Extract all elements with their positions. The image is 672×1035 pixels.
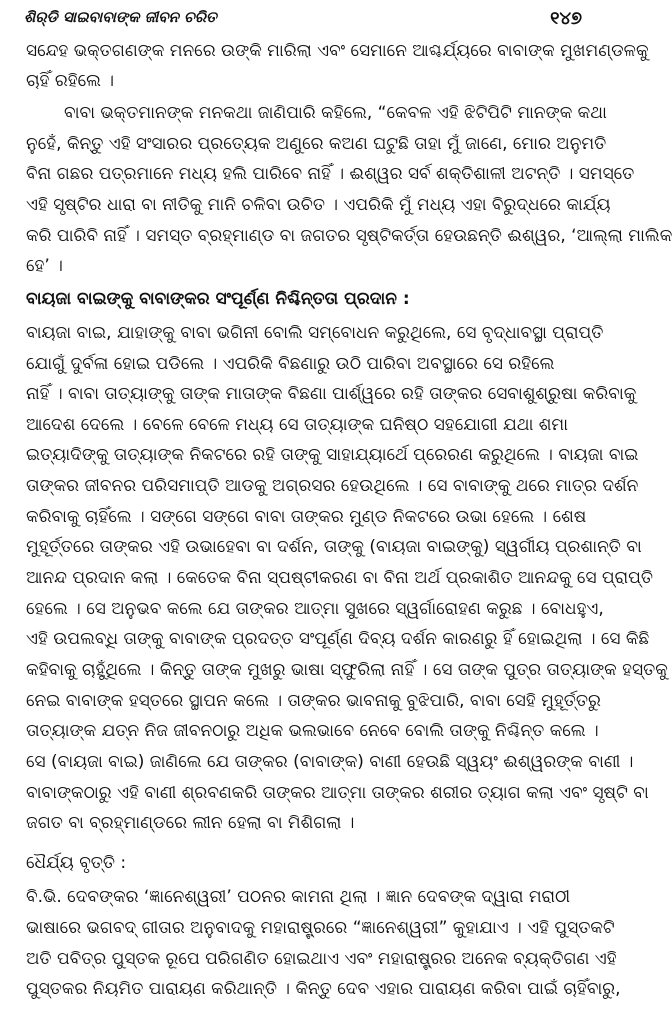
text-line: କହିବାକୁ ଚାହୁଁଥିଲେ । କିନ୍ତୁ ତାଙ୍କ ମୁଖରୁ ଭାଷା ସ୍ଫୁରିଲା ନାହିଁ । ସେ ତାଙ୍କ ପୁତ୍ର ତାତ୍ୟାଙ୍କ ହସ୍ତକୁ xyxy=(26,660,668,680)
page-number: ୧୪୭ xyxy=(550,8,582,29)
text-line: ଆଦେଶ ଦେଲେ । ବେଳେ ବେଳେ ମଧ୍ୟ ସେ ତାତ୍ୟାଙ୍କ ଘନିଷ୍ଠ ସହଯୋଗୀ ଯଥା ଶମା xyxy=(26,415,568,435)
text-line: ଭାଷାରେ ଭଗବଦ୍‌ ଗୀତାର ଅନୁବାଦକୁ ମହାରାଷ୍ଟ୍ରରେ “ଜ୍ଞାନେଶ୍ୱରୀ” କୁହାଯାଏ । ଏହି ପୁସ୍ତକଟି xyxy=(26,918,615,938)
text-line: ବି.ଭି. ଦେବଙ୍କର ‘ଜ୍ଞାନେଶ୍ୱରୀ’ ପଠନର କାମନା ଥିଲା । ଜ୍ଞାନ ଦେବଙ୍କ ଦ୍ୱାରା ମରାଠୀ xyxy=(26,887,571,907)
text-line: ତାତ୍ୟାଙ୍କ ଯତ୍ନ ନିଜ ଜୀବନଠାରୁ ଅଧିକ ଭଲଭାବେ ନେବେ ବୋଲି ତାଙ୍କୁ ନିଶ୍ଚିନ୍ତ କଲେ । xyxy=(26,721,599,741)
running-title: ଶିର୍‌ଡି ସାଇବାବାଙ୍କ ଜୀବନ ଚରିତ xyxy=(24,8,217,26)
text-line: ଏହି ସୃଷ୍ଟିର ଧାରା ବା ନୀତିକୁ ମାନି ଚଳିବା ଉଚିତ । ଏପରିକି ମୁଁ ମଧ୍ୟ ଏହା ବିରୁଦ୍ଧରେ କାର୍ଯ୍ୟ xyxy=(26,195,611,215)
text-line: ମୁହୂର୍ତ୍ତରେ ତାଙ୍କର ଏହି ଉଭାହେବା ବା ଦର୍ଶନ, ତାଙ୍କୁ (ବାୟଜା ବାଇଙ୍କୁ) ସ୍ୱର୍ଗୀୟ ପ୍ରଶାନ୍ତି ବା xyxy=(26,537,642,557)
text-line: ବାବା ଭକ୍ତମାନଙ୍କ ମନକଥା ଜାଣିପାରି କହିଲେ, “କେବଳ ଏହି ଝିଟିପିଟି ମାନଙ୍କ କଥା xyxy=(64,103,607,123)
text-line: ବାୟଜା ବାଇ, ଯାହାଙ୍କୁ ବାବା ଭଗିନୀ ବୋଲି ସମ୍ବୋଧନ କରୁଥିଲେ, ସେ ବୃଦ୍ଧାବସ୍ଥା ପ୍ରାପ୍ତି xyxy=(26,323,604,343)
section-heading: ବାୟଜା ବାଇଙ୍କୁ ବାବାଙ୍କର ସଂପୂର୍ଣ୍ଣ ନିଶ୍ଚିନ୍ତତା ପ୍ରଦାନ : xyxy=(26,289,410,309)
page-header xyxy=(24,8,582,34)
text-line: ନୁହେଁ, କିନ୍ତୁ ଏହି ସଂସାରର ପ୍ରତ୍ୟେକ ଅଣୁରେ କଅଣ ଘଟୁଛି ତାହା ମୁଁ ଜାଣେ, ମୋର ଅନୁମତି xyxy=(26,134,607,154)
text-line: ହେ’ । xyxy=(26,256,63,276)
text-line: ପୁସ୍ତକର ନିୟମିତ ପାରାୟଣ କରିଥାନ୍ତି । କିନ୍ତୁ ଦେବ ଏହାର ପାରାୟଣ କରିବା ପାଇଁ ଚାହିଁବାରୁ, xyxy=(26,979,621,999)
text-line: ବିନା ଗଛର ପତ୍ରମାନେ ମଧ୍ୟ ହଲି ପାରିବେ ନାହିଁ । ଈଶ୍ୱର ସର୍ବ ଶକ୍ତିଶାଳୀ ଅଟନ୍ତି । ସମସ୍ତେ xyxy=(26,164,635,184)
text-line: ଜଗତ ବା ବ୍ରହ୍ମାଣ୍ଡରେ ଲୀନ ହେଲା ବା ମିଶିଗଲା । xyxy=(26,813,355,833)
text-line: କରି ପାରିବି ନାହିଁ । ସମସ୍ତ ବ୍ରହ୍ମାଣ୍ଡ ବା ଜଗତର ସୃଷ୍ଟିକର୍ତ୍ତା ହେଉଛନ୍ତି ଈଶ୍ୱର, ‘ଆଲ୍ଲା ମାଲିକ xyxy=(26,226,672,246)
text-line: ଆନନ୍ଦ ପ୍ରଦାନ କଲା । କେତେକ ବିନା ସ୍ପଷ୍ଟୀକରଣ ବା ବିନା ଅର୍ଥ ପ୍ରକାଶିତ ଆନନ୍ଦକୁ ସେ ପ୍ରାପ୍ତି xyxy=(26,568,653,588)
text-line: ନେଇ ବାବାଙ୍କ ହସ୍ତରେ ସ୍ଥାପନ କଲେ । ତାଙ୍କର ଭାବନାକୁ ବୁଝିପାରି, ବାବା ସେହି ମୁହୂର୍ତ୍ତରୁ xyxy=(26,691,601,711)
text-line: ତାଙ୍କର ଜୀବନର ପରିସମାପ୍ତି ଆଡକୁ ଅଗ୍ରସର ହେଉଥିଲେ । ସେ ବାବାଙ୍କୁ ଥରେ ମାତ୍ର ଦର୍ଶନ xyxy=(26,476,639,496)
text-line: ସେ (ବାୟଜା ବାଇ) ଜାଣିଲେ ଯେ ତାଙ୍କର (ବାବାଙ୍କ) ବାଣୀ ହେଉଛି ସ୍ୱୟଂ ଈଶ୍ୱରଙ୍କ ବାଣୀ । xyxy=(26,752,634,772)
text-line: ଇତ୍ୟାଦିଙ୍କୁ ତାତ୍ୟାଙ୍କ ନିକଟରେ ରହି ତାଙ୍କୁ ସାହାଯ୍ୟାର୍ଥେ ପ୍ରେରଣ କରୁଥିଲେ । ବାୟଜା ବାଇ xyxy=(26,445,639,465)
text-line: ହେଲେ । ସେ ଅନୁଭବ କଲେ ଯେ ତାଙ୍କର ଆତ୍ମା ସୁଖରେ ସ୍ୱର୍ଗାରୋହଣ କରୁଛ । ବୋଧହୁଏ, xyxy=(26,599,604,619)
text-line: ଚାହିଁ ରହିଲେ । xyxy=(26,71,115,91)
text-line: ଯୋଗୁଁ ଦୁର୍ବଳା ହୋଇ ପଡିଲେ । ଏପରିକି ବିଛଣାରୁ ଉଠି ପାରିବା ଅବସ୍ଥାରେ ସେ ରହିଲେ xyxy=(26,354,555,374)
text-line: ଅତି ପବିତ୍ର ପୁସ୍ତକ ରୂପେ ପରିଗଣିତ ହୋଇଥାଏ ଏବଂ ମହାରାଷ୍ଟ୍ରର ଅନେକ ବ୍ୟକ୍ତିଗଣ ଏହି xyxy=(26,949,617,969)
text-line: ନାହିଁ । ବାବା ତାତ୍ୟାଙ୍କୁ ତାଙ୍କ ମାତାଙ୍କ ବିଛଣା ପାର୍ଶ୍ୱରେ ରହି ତାଙ୍କର ସେବାଶୁଶ୍ରୁଷା କରିବାକୁ xyxy=(26,384,637,404)
text-line: ସନ୍ଦେହ ଭକ୍ତଗଣଙ୍କ ମନରେ ଉଙ୍କି ମାରିଲା ଏବଂ ସେମାନେ ଆଶ୍ଚର୍ଯ୍ୟରେ ବାବାଙ୍କ ମୁଖମଣ୍ଡଳକୁ xyxy=(26,41,649,61)
text-line: ବାବାଙ୍କଠାରୁ ଏହି ବାଣୀ ଶ୍ରବଣକରି ତାଙ୍କର ଆତ୍ମା ତାଙ୍କର ଶରୀର ତ୍ୟାଗ କଲା ଏବଂ ସୃଷ୍ଟି ବା xyxy=(26,783,649,803)
text-line: ଏହି ଉପଲବ୍ଧି ତାଙ୍କୁ ବାବାଙ୍କ ପ୍ରଦତ୍ତ ସଂପୂର୍ଣ୍ଣ ଦିବ୍ୟ ଦର୍ଶନ କାରଣରୁ ହିଁ ହୋଇଥିଲା । ସେ କିଛି xyxy=(26,629,650,649)
section-heading: ଧୈର୍ଯ୍ୟ ବୃତ୍ତି : xyxy=(26,853,127,873)
text-line: କରିବାକୁ ଚାହିଁଲେ । ସଙ୍ଗେ ସଙ୍ଗେ ବାବା ତାଙ୍କର ମୁଣ୍ଡ ନିକଟରେ ଉଭା ହେଲେ । ଶେଷ xyxy=(26,507,587,527)
